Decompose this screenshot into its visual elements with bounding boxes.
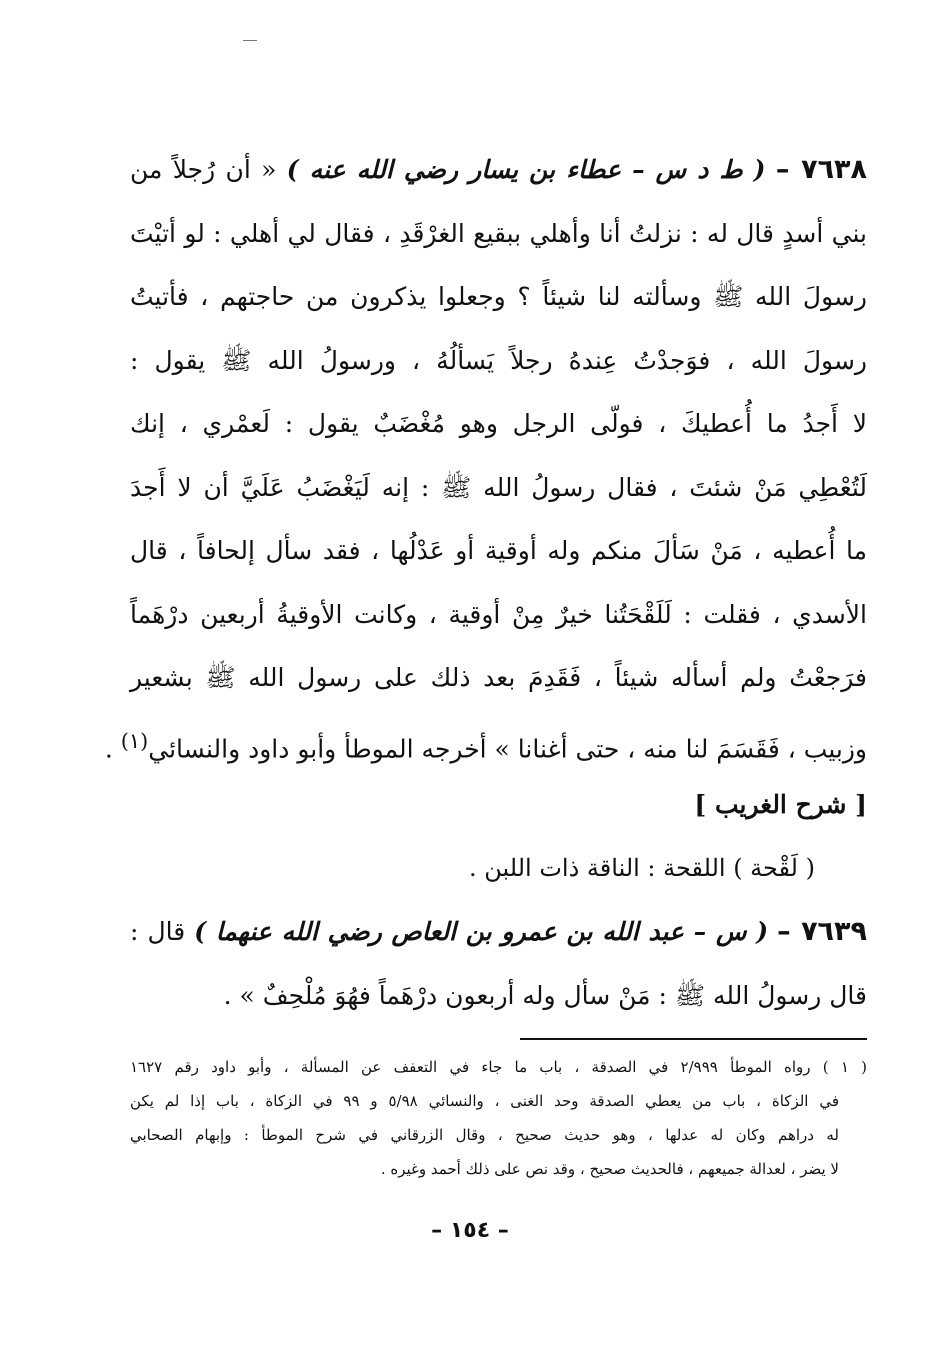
hadith-7639-line-2: قال رسولُ الله ﷺ : مَنْ سأل وله أربعون درْهَماً فهُوَ مُلْحِفٌ » .	[223, 980, 867, 1010]
hadith-7638-line-10	[104, 710, 867, 774]
hadith-7638-line-7: ما أُعطيه ، مَنْ سَألَ منكم وله أوقية أو عَدْلُها ، فقد سأل إلحافاً ، قال	[130, 536, 867, 565]
footnote-divider	[520, 1038, 867, 1040]
footnote-marker: (١)	[120, 728, 149, 753]
hadith-source: ( س – عبد الله بن عمرو بن العاص رضي الله عنهما )	[194, 917, 769, 946]
footnote-line-4: لا يضر ، لعدالة جميعهم ، فالحديث صحيح ، وقد نص على ذلك أحمد وغيره .	[380, 1160, 839, 1178]
line-end: .	[104, 733, 121, 763]
hadith-7638-line-3: رسولَ الله ﷺ وسألته لنا شيئاً ؟ وجعلوا يذكرون من حاجتهم ، فأتيتُ	[130, 282, 867, 311]
hadith-7638-line-2: بني أسدٍ قال له : نزلتُ أنا وأهلي ببقيع الغرْقَدِ ، فقال لي أهلي : لو أتيْتَ	[130, 218, 867, 248]
hadith-7638-line-5: لا أَجدُ ما أُعطيكَ ، فولّى الرجل وهو مُغْضَبٌ يقول : لَعمْري ، إنك	[130, 409, 867, 438]
hadith-7638-line-6: لَتُعْطِي مَنْ شئتَ ، فقال رسولُ الله ﷺ : إنه لَيَغْضَبُ عَلَيَّ أن لا أَجدَ	[130, 472, 867, 502]
sharh-text: ( لَقْحة ) اللقحة : الناقة ذات اللبن .	[469, 853, 815, 882]
hadith-text: قال :	[130, 917, 186, 946]
hadith-7638-line-1	[130, 138, 867, 202]
hadith-number: ٧٦٣٩ –	[777, 916, 867, 947]
footnote-line-2: في الزكاة ، باب من يعطي الصدقة وحد الغنى ، والنسائي ٥/٩٨ و ٩٩ في الزكاة ، باب إذا لم يكن	[130, 1092, 839, 1110]
hadith-source: ( ط د س – عطاء بن يسار رضي الله عنه )	[286, 155, 766, 184]
hadith-text: وزبيب ، فَقَسَمَ لنا منه ، حتى أغنانا » أخرجه الموطأ وأبو داود والنسائي	[148, 733, 867, 763]
hadith-7638-line-8: الأسدي ، فقلت : لَلَقْحَتُنا خيرٌ مِنْ أوقية ، وكانت الأوقيةُ أربعين درْهَماً	[130, 599, 867, 629]
hadith-7638-line-4: رسولَ الله ، فوَجدْتُ عِندهُ رجلاً يَسألُهُ ، ورسولُ الله ﷺ يقول :	[130, 345, 867, 375]
hadith-number: ٧٦٣٨ –	[775, 154, 868, 185]
page-number: – ١٥٤ –	[431, 1218, 509, 1243]
hadith-text: « أن رُجلاً من	[130, 155, 277, 184]
main-text	[104, 138, 868, 1027]
footnote-line-3: له دراهم وكان له عدلها ، وهو حديث صحيح ، وقال الزرقاني في شرح الموطأ : وإبهام الصحابي	[130, 1126, 839, 1144]
sharh-heading: [ شرح الغريب ]	[694, 790, 867, 819]
hadith-7639-line-1	[130, 900, 867, 964]
hadith-7638-line-9: فرَجعْتُ ولم أسأله شيئاً ، فَقَدِمَ بعد ذلك على رسول الله ﷺ بشعير	[130, 663, 867, 692]
footnotes	[130, 1050, 867, 1186]
footnote-line-1: ( ١ ) رواه الموطأ ٢/٩٩٩ في الصدقة ، باب ما جاء في التعفف عن المسألة ، وأبو داود رقم ١٦٢٧	[130, 1058, 867, 1076]
scan-mark	[243, 40, 257, 41]
